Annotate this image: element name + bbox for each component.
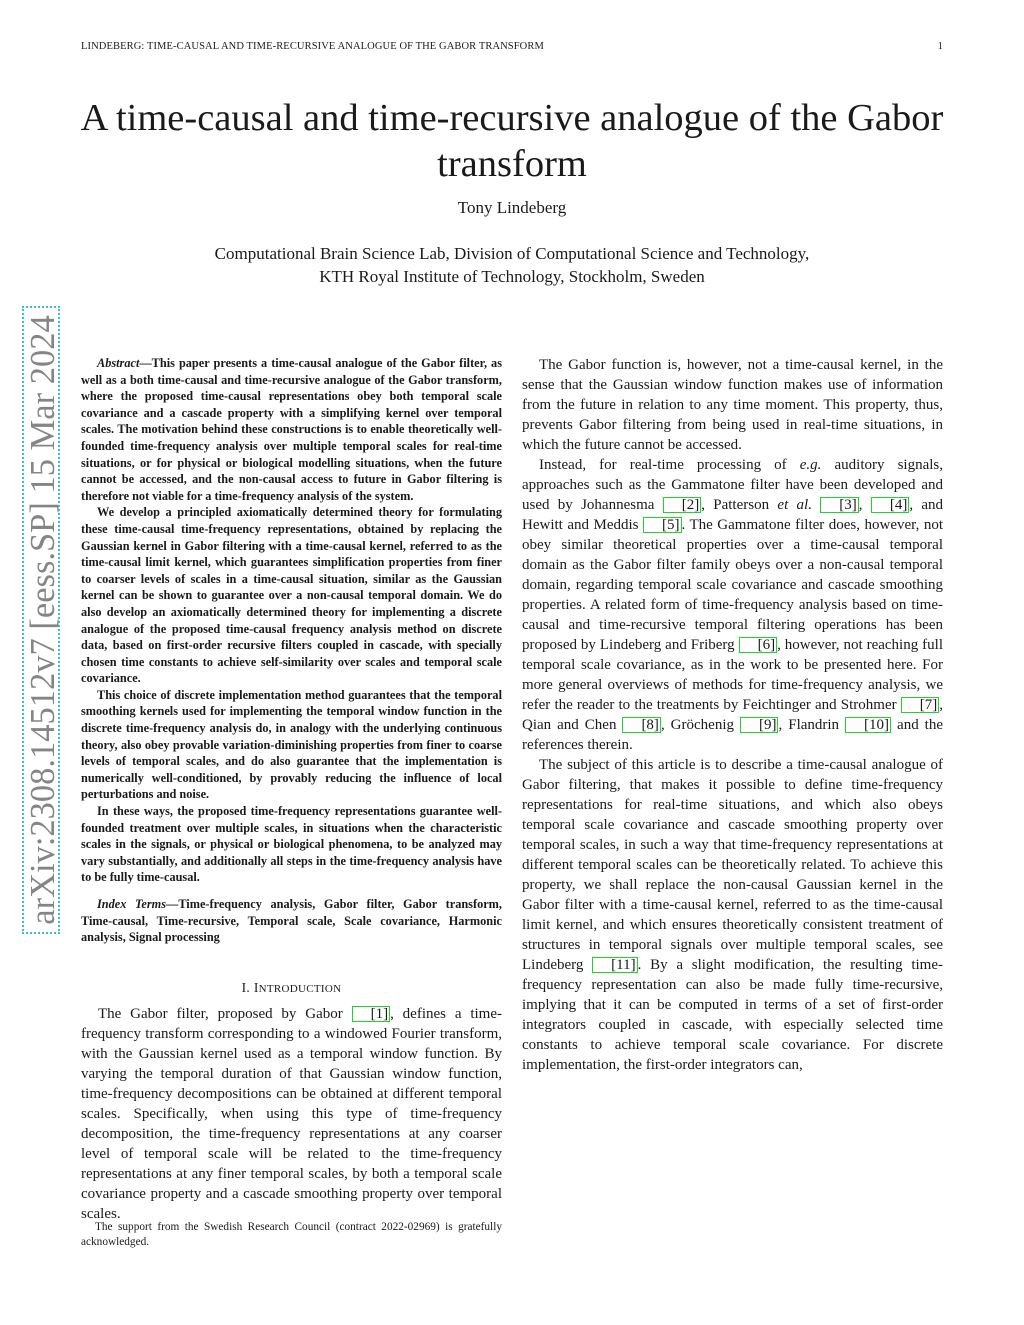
abstract-paragraph-2: We develop a principled axiomatically determined theory for formulating these time-causal time-frequency representations, obtained by replacing the Gaussian kernel in Gabor filtering with a time-causal kernel, referred to as the time-causal limit kernel, which guarantees simplification properties from finer to coarser levels of scales in a time-causal situation, similar as the Gaussian kernel can be shown to guarantee over a non-causal temporal domain. We do also develop an axiomatically determined theory for implementing a discrete analogue of the proposed time-causal frequency analysis method on discrete data, based on first-order recursive filters coupled in cascade, with specially chosen time constants to achieve self-similarity over scales and temporal scale covariance. [81,505,502,686]
abstract [81,355,502,886]
affiliation-line-1: Computational Brain Science Lab, Division of Computational Science and Technology, [214,244,810,263]
intro-text: Instead, for real-time processing of [539,457,800,473]
intro-text: , [858,497,871,513]
intro-text: , however, not reaching full temporal scale covariance, as in the work to be presented here. For more general overviews of methods for time-frequency analysis, we refer the reader to the treatments by Feichtinger and Strohmer [522,637,943,713]
citation-link[interactable]: [11] [592,957,637,973]
arxiv-identifier-stamp[interactable]: arXiv:2308.14512v7 [eess.SP] 15 Mar 2024 [22,306,60,934]
section-heading-introduction [81,980,502,996]
citation-link[interactable]: [2] [663,497,702,513]
abstract-label: Abstract [97,356,140,370]
intro-text: . The Gammatone filter does, however, not obey similar theoretical properties over a time-causal temporal domain as the Gabor filter family obeys over a non-causal temporal domain, regarding temporal scale covariance and cascade smoothing properties. A related form of time-frequency analysis based on time-causal and time-recursive temporal filtering operations has been proposed by Lindeberg and Friberg [522,517,943,653]
intro-text: , Flandrin [778,717,846,733]
citation-link[interactable]: [1] [352,1006,391,1022]
abstract-paragraph-4: In these ways, the proposed time-frequency representations guarantee well-founded treatment over multiple scales, in situations when the characteristic scales in the signals, or physical or biological phenomena, to be analyzed may vary substantially, and additionally all steps in the time-frequency analysis have to be fully time-causal. [81,804,502,885]
citation-link[interactable]: [3] [820,497,859,513]
abstract-text-1: This paper presents a time-causal analogue of the Gabor filter, as well as a both time-causal and time-recursive analogue of the Gabor transform, where the proposed time-causal representations obey both temporal scale covariance and a cascade property with a simplifying kernel over temporal scales. The motivation behind these constructions is to enable theoretically well-founded time-frequency analysis over multiple temporal scales for real-time situations, or for physical or biological modelling situations, when the future cannot be accessed, and the non-causal access to future in Gabor filtering is therefore not viable for a time-frequency analysis of the system. [81,356,502,503]
citation-link[interactable]: [6] [739,637,778,653]
intro-text: , defines a time-frequency transform corresponding to a windowed Fourier transform, with the Gaussian kernel used as a temporal window function. By varying the temporal duration of that Gaussian window function, time-frequency decompositions can be obtained at different temporal scales. Specifically, when using this type of time-frequency decomposition, the time-frequency representations at any coarser level of temporal scale will be related to the time-frequency representations at any finer temporal scales, by both a temporal scale covariance property and a cascade smoothing property over temporal scales. [81,1005,502,1222]
intro-paragraph-1 [81,1004,502,1224]
left-column [81,355,502,1224]
citation-link[interactable]: [5] [643,517,682,533]
running-head [81,41,943,52]
section-numeral: I. [241,979,251,995]
citation-link[interactable]: [8] [622,717,661,733]
section-initial: I [253,979,259,995]
paper-title: A time-causal and time-recursive analogue of the Gabor transform [80,97,944,185]
index-terms-text: Time-frequency analysis, Gabor filter, Gabor transform, Time-causal, Time-recursive, Temporal scale, Scale covariance, Harmonic analysis, Signal processing [81,897,502,945]
index-terms-label: Index Terms [97,897,167,911]
intro-text: The Gabor filter, proposed by Gabor [98,1005,352,1022]
citation-link[interactable]: [7] [901,697,940,713]
intro-text: and the references therein. [522,717,944,753]
intro-text: , Qian and Chen [522,697,943,733]
affiliation-line-2: KTH Royal Institute of Technology, Stockholm, Sweden [319,267,705,286]
citation-link[interactable]: [4] [871,497,910,513]
running-title: LINDEBERG: TIME-CAUSAL AND TIME-RECURSIVE ANALOGUE OF THE GABOR TRANSFORM [81,41,544,52]
affiliation [0,242,1024,288]
intro-italic: e.g. [799,457,822,473]
abstract-paragraph-3: This choice of discrete implementation method guarantees that the temporal smoothing kernels used for implementing the temporal window function in the discrete time-frequency analysis do, in analogy with the underlying continuous theory, also obey provable variation-diminishing properties from finer to coarse levels of temporal scales, and do also guarantee that the implementation is numerically well-conditioned, by provably reducing the influence of local perturbations and noise. [81,687,502,802]
intro-text: . By a slight modification, the resulting time-frequency representation can also be made fully time-recursive, implying that it can be computed in terms of a set of first-order integrators coupled in cascade, with especially selected time constants to achieve temporal scale covariance. For discrete implementation, the first-order integrators can, [522,957,944,1073]
intro-text [812,497,820,513]
intro-text: auditory signals, approaches such as the Gammatone filter have been developed and used by Johannesma [522,457,943,513]
index-terms: Index Terms—Time-frequency analysis, Gabor filter, Gabor transform, Time-causal, Time-recursive, Temporal scale, Scale covariance, Harmonic analysis, Signal processing [81,897,502,945]
intro-text: The subject of this article is to describe a time-causal analogue of Gabor filtering, that makes it possible to define time-frequency representations for real-time situations, and which also obeys temporal scale covariance and cascade smoothing property over temporal scales, in such a way that time-frequency representations at different temporal scales can be theoretically related. To achieve this property, we shall replace the non-causal Gaussian kernel in the Gabor filter with a time-causal kernel, referred to as the time-causal limit kernel, and which ensures theoretically consistent treatment of structures in temporal signals over multiple temporal scales, see Lindeberg [522,757,943,973]
intro-text: , Gröchenig [660,717,740,733]
section-title-rest: NTRODUCTION [258,982,342,995]
intro-paragraph-2: The Gabor function is, however, not a time-causal kernel, in the sense that the Gaussian window function makes use of information from the future in relation to any time moment. This property, thus, prevents Gabor filtering from being used in real-time situations, in which the future cannot be accessed. [522,357,943,453]
citation-link[interactable]: [9] [740,717,779,733]
right-column [522,355,943,1075]
author-name: Tony Lindeberg [457,198,567,217]
intro-paragraph-4 [522,755,943,1075]
abstract-paragraph-1: Abstract—This paper presents a time-causal analogue of the Gabor filter, as well as a both time-causal and time-recursive analogue of the Gabor transform, where the proposed time-causal representations obey both temporal scale covariance and a cascade property with a simplifying kernel over temporal scales. The motivation behind these constructions is to enable theoretically well-founded time-frequency analysis over multiple temporal scales for real-time situations, or for physical or biological modelling situations, when the future cannot be accessed, and the non-causal access to future in Gabor filtering is therefore not viable for a time-frequency analysis of the system. [81,356,502,503]
intro-text: , Patterson [701,497,778,513]
citation-link[interactable]: [10] [845,717,891,733]
intro-text: , and Hewitt and Meddis [522,497,944,533]
intro-paragraph-3 [522,455,943,755]
funding-footnote: The support from the Swedish Research Council (contract 2022-02969) is gratefully acknowledged. [81,1221,502,1248]
page-number: 1 [937,41,943,52]
intro-italic: et al. [777,497,812,513]
